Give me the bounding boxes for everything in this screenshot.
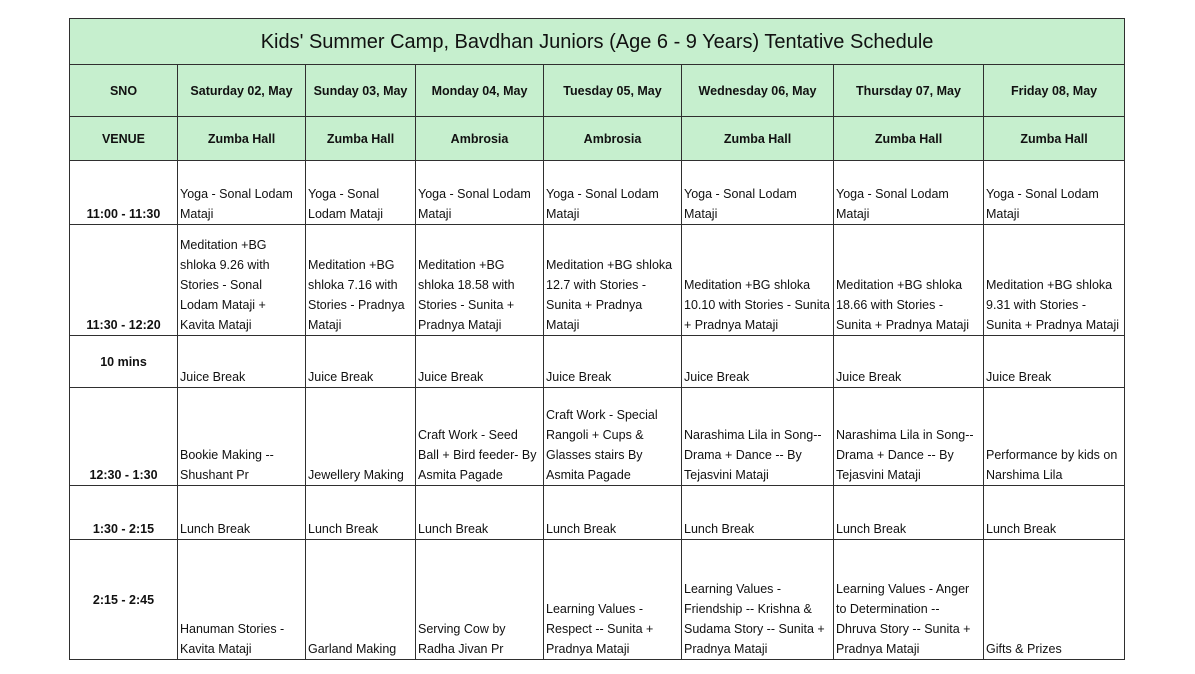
venue-header: VENUE (70, 117, 178, 161)
activity-cell: Hanuman Stories - Kavita Mataji (178, 540, 306, 660)
time-slot: 11:00 - 11:30 (70, 161, 178, 225)
activity-cell: Performance by kids on Narshima Lila (984, 388, 1125, 486)
activity-cell: Bookie Making -- Shushant Pr (178, 388, 306, 486)
activity-cell: Meditation +BG shloka 12.7 with Stories - Sunita + Pradnya Mataji (544, 225, 682, 336)
activity-cell: Narashima Lila in Song-- Drama + Dance -- By Tejasvini Mataji (834, 388, 984, 486)
activity-cell: Yoga - Sonal Lodam Mataji (178, 161, 306, 225)
date-header: Tuesday 05, May (544, 65, 682, 117)
venue-cell: Ambrosia (544, 117, 682, 161)
activity-cell: Garland Making (306, 540, 416, 660)
time-slot: 11:30 - 12:20 (70, 225, 178, 336)
activity-cell: Juice Break (416, 336, 544, 388)
activity-cell: Learning Values - Friendship -- Krishna & Sudama Story -- Sunita + Pradnya Mataji (682, 540, 834, 660)
activity-cell: Yoga - Sonal Lodam Mataji (834, 161, 984, 225)
activity-cell: Serving Cow by Radha Jivan Pr (416, 540, 544, 660)
activity-cell: Learning Values - Anger to Determination -- Dhruva Story -- Sunita + Pradnya Mataji (834, 540, 984, 660)
venue-cell: Ambrosia (416, 117, 544, 161)
venue-cell: Zumba Hall (834, 117, 984, 161)
schedule-table (69, 18, 1125, 660)
venue-cell: Zumba Hall (306, 117, 416, 161)
title-row (70, 19, 1125, 65)
date-header: Saturday 02, May (178, 65, 306, 117)
date-header-row (70, 65, 1125, 117)
activity-cell: Craft Work - Special Rangoli + Cups & Glasses stairs By Asmita Pagade (544, 388, 682, 486)
table-row (70, 388, 1125, 486)
activity-cell: Yoga - Sonal Lodam Mataji (682, 161, 834, 225)
date-header: Friday 08, May (984, 65, 1125, 117)
date-header: Thursday 07, May (834, 65, 984, 117)
activity-cell: Yoga - Sonal Lodam Mataji (544, 161, 682, 225)
activity-cell: Juice Break (178, 336, 306, 388)
activity-cell: Lunch Break (416, 486, 544, 540)
activity-cell: Juice Break (984, 336, 1125, 388)
sno-header: SNO (70, 65, 178, 117)
activity-cell: Yoga - Sonal Lodam Mataji (416, 161, 544, 225)
venue-cell: Zumba Hall (682, 117, 834, 161)
table-row (70, 161, 1125, 225)
activity-cell: Lunch Break (178, 486, 306, 540)
activity-cell: Juice Break (306, 336, 416, 388)
activity-cell: Learning Values - Respect -- Sunita + Pradnya Mataji (544, 540, 682, 660)
activity-cell: Juice Break (544, 336, 682, 388)
schedule-sheet (69, 18, 1125, 660)
activity-cell: Lunch Break (682, 486, 834, 540)
activity-cell: Yoga - Sonal Lodam Mataji (984, 161, 1125, 225)
activity-cell: Jewellery Making (306, 388, 416, 486)
activity-cell: Lunch Break (984, 486, 1125, 540)
activity-cell: Lunch Break (306, 486, 416, 540)
activity-cell: Narashima Lila in Song-- Drama + Dance -- By Tejasvini Mataji (682, 388, 834, 486)
time-slot: 12:30 - 1:30 (70, 388, 178, 486)
venue-cell: Zumba Hall (984, 117, 1125, 161)
time-slot: 10 mins (70, 336, 178, 388)
venue-header-row (70, 117, 1125, 161)
time-slot: 1:30 - 2:15 (70, 486, 178, 540)
schedule-title: Kids' Summer Camp, Bavdhan Juniors (Age 6 - 9 Years) Tentative Schedule (70, 19, 1125, 65)
date-header: Sunday 03, May (306, 65, 416, 117)
time-slot: 2:15 - 2:45 (70, 540, 178, 660)
activity-cell: Meditation +BG shloka 9.26 with Stories - Sonal Lodam Mataji + Kavita Mataji (178, 225, 306, 336)
activity-cell: Craft Work - Seed Ball + Bird feeder- By Asmita Pagade (416, 388, 544, 486)
activity-cell: Yoga - Sonal Lodam Mataji (306, 161, 416, 225)
activity-cell: Lunch Break (544, 486, 682, 540)
date-header: Wednesday 06, May (682, 65, 834, 117)
table-row (70, 225, 1125, 336)
activity-cell: Lunch Break (834, 486, 984, 540)
activity-cell: Juice Break (682, 336, 834, 388)
activity-cell: Meditation +BG shloka 7.16 with Stories - Pradnya Mataji (306, 225, 416, 336)
date-header: Monday 04, May (416, 65, 544, 117)
table-row (70, 486, 1125, 540)
activity-cell: Gifts & Prizes (984, 540, 1125, 660)
table-row (70, 336, 1125, 388)
activity-cell: Meditation +BG shloka 18.58 with Stories - Sunita + Pradnya Mataji (416, 225, 544, 336)
activity-cell: Meditation +BG shloka 9.31 with Stories - Sunita + Pradnya Mataji (984, 225, 1125, 336)
table-row (70, 540, 1125, 660)
activity-cell: Juice Break (834, 336, 984, 388)
venue-cell: Zumba Hall (178, 117, 306, 161)
activity-cell: Meditation +BG shloka 18.66 with Stories - Sunita + Pradnya Mataji (834, 225, 984, 336)
activity-cell: Meditation +BG shloka 10.10 with Stories - Sunita + Pradnya Mataji (682, 225, 834, 336)
